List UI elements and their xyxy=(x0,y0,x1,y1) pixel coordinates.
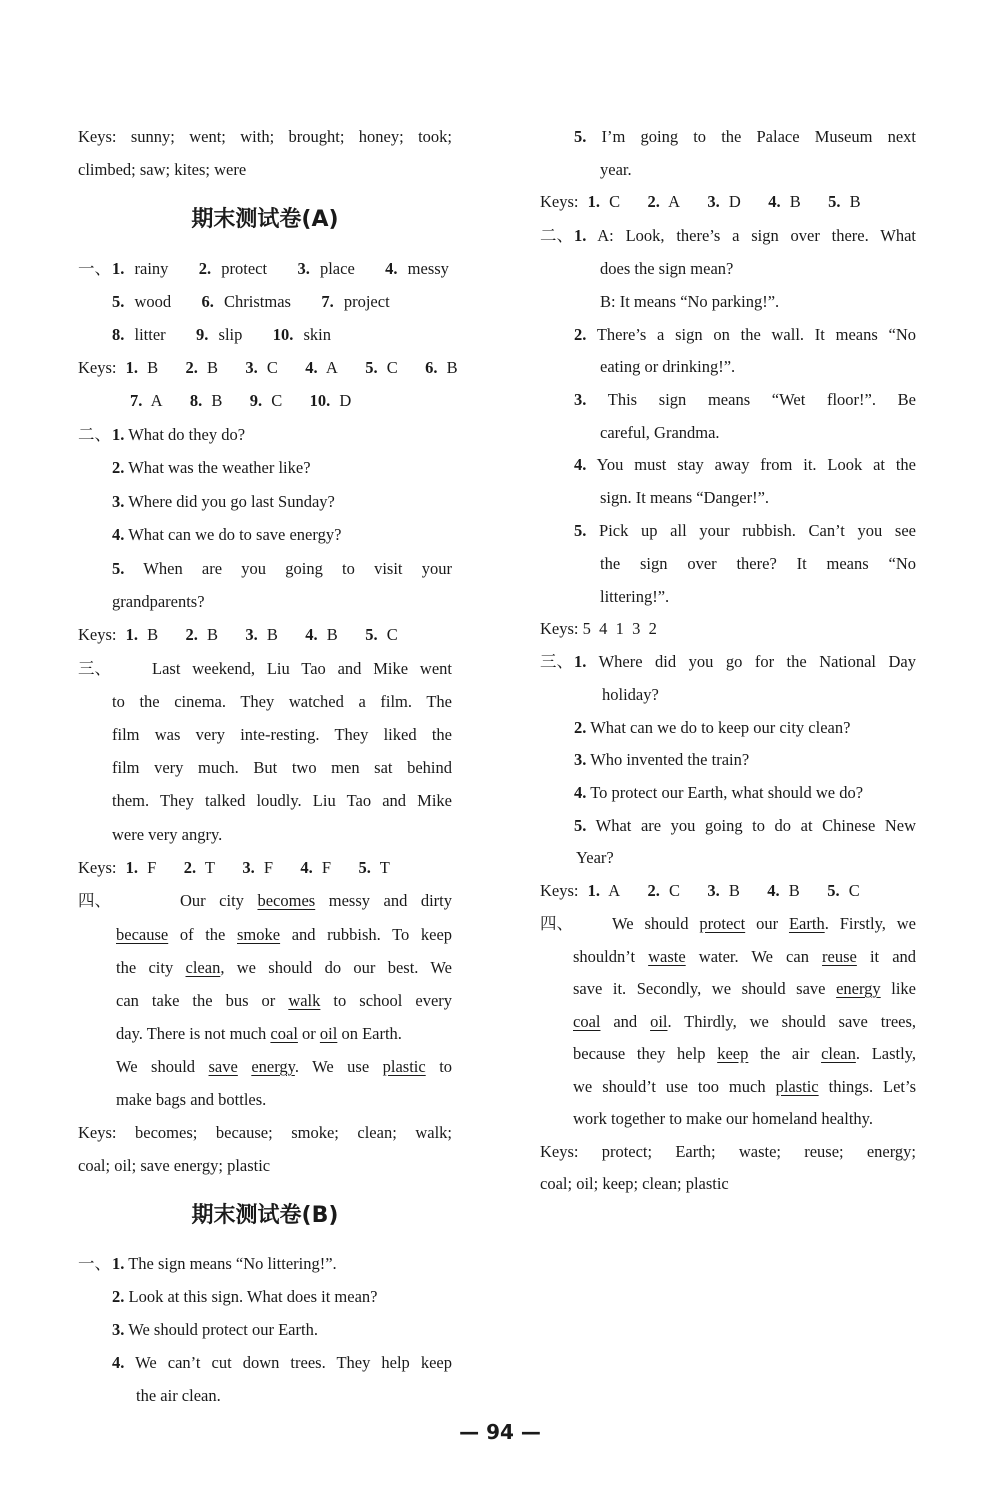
a4-line: the city clean, we should do our best. We xyxy=(116,958,452,977)
b2-item-1-cont: does the sign mean? xyxy=(600,259,734,278)
b2-keys: Keys: 5 4 1 3 2 xyxy=(540,619,657,638)
intro-keys-line-2: climbed; saw; kites; were xyxy=(78,160,247,179)
b1-label: 一、 xyxy=(78,1254,111,1273)
a2-label: 二、 xyxy=(78,425,111,444)
b2-item-2: 2. There’s a sign on the wall. It means “No xyxy=(574,325,917,344)
b1-item-2: 2. Look at this sign. What does it mean? xyxy=(112,1287,378,1306)
a2-item-1: 1. What do they do? xyxy=(112,425,246,444)
b2-item-5: 5. Pick up all your rubbish. Can’t you see xyxy=(574,521,916,540)
b4-line: coal and oil. Thirdly, we should save trees, xyxy=(573,1012,917,1031)
b1-item-4-cont: the air clean. xyxy=(136,1386,221,1405)
b2-item-1-cont: B: It means “No parking!”. xyxy=(600,292,780,311)
b1-item-1: 1. The sign means “No littering!”. xyxy=(112,1254,337,1273)
a1-row-3: 8. litter 9. slip 10. skin xyxy=(112,325,332,344)
b2-item-3-cont: careful, Grandma. xyxy=(600,423,720,442)
b4-line: shouldn’t waste water. We can reuse it and xyxy=(573,947,917,966)
b4-line: because they help keep the air clean. Lastly, xyxy=(573,1044,917,1063)
b4-line: we should’t use too much plastic things. Let’s xyxy=(573,1077,917,1096)
intro-keys-line-1: Keys: sunny; went; with; brought; honey; took; xyxy=(78,127,452,146)
b2-item-1: 1. A: Look, there’s a sign over there. What xyxy=(574,226,916,245)
b3-item-5: 5. What are you going to do at Chinese New xyxy=(574,816,917,835)
b3-item-1-cont: holiday? xyxy=(602,685,659,704)
b1-item-3: 3. We should protect our Earth. xyxy=(112,1320,318,1339)
a4-line: Our city becomes messy and dirty xyxy=(180,891,453,910)
a3-line: to the cinema. They watched a film. The xyxy=(112,692,452,711)
a2-item-2: 2. What was the weather like? xyxy=(112,458,311,477)
a1-row-2: 5. wood 6. Christmas 7. project xyxy=(112,292,390,311)
b2-item-4: 4. You must stay away from it. Look at the xyxy=(574,455,916,474)
b4-line: work together to make our homeland healthy. xyxy=(573,1109,873,1128)
b1-item-5: 5. I’m going to the Palace Museum next xyxy=(574,127,917,146)
a4-line: make bags and bottles. xyxy=(116,1090,267,1109)
b2-item-4-cont: sign. It means “Danger!”. xyxy=(600,488,770,507)
b4-line: save it. Secondly, we should save energy like xyxy=(573,979,917,998)
a1-keys-1: Keys: 1. B 2. B 3. C 4. A 5. C 6. B xyxy=(78,358,458,377)
b3-item-5-cont: Year? xyxy=(576,848,614,867)
a4-line: can take the bus or walk to school every xyxy=(116,991,453,1010)
a4-line: day. There is not much coal or oil on Earth. xyxy=(116,1024,402,1043)
a4-label: 四、 xyxy=(78,891,111,910)
a3-label: 三、 xyxy=(78,659,111,678)
b1-keys: Keys: 1. C 2. A 3. D 4. B 5. B xyxy=(540,192,861,211)
b1-item-5-cont: year. xyxy=(600,160,632,179)
a2-item-4: 4. What can we do to save energy? xyxy=(112,525,342,544)
a2-item-3: 3. Where did you go last Sunday? xyxy=(112,492,335,511)
a3-line: film was very inte-resting. They liked the xyxy=(112,725,452,744)
b2-item-5-cont: littering!”. xyxy=(600,587,670,606)
b3-item-4: 4. To protect our Earth, what should we do? xyxy=(574,783,864,802)
b4-label: 四、 xyxy=(540,914,573,933)
b3-item-1: 1. Where did you go for the National Day xyxy=(574,652,916,671)
a4-line: We should save energy. We use plastic to xyxy=(116,1057,453,1076)
a4-keys-1: Keys: becomes; because; smoke; clean; walk; xyxy=(78,1123,452,1142)
b3-label: 三、 xyxy=(540,652,573,671)
b3-item-3: 3. Who invented the train? xyxy=(574,750,750,769)
page-number: — 94 — xyxy=(459,1420,541,1444)
a2-item-5-cont: grandparents? xyxy=(112,592,205,611)
b2-item-2-cont: eating or drinking!”. xyxy=(600,357,736,376)
b3-item-2: 2. What can we do to keep our city clean? xyxy=(574,718,851,737)
a3-line: them. They talked loudly. Liu Tao and Mike xyxy=(112,791,452,810)
a3-keys: Keys: 1. F 2. T 3. F 4. F 5. T xyxy=(78,858,390,877)
a1-row-1: 1. rainy 2. protect 3. place 4. messy xyxy=(112,259,449,278)
a3-line: film very much. But two men sat behind xyxy=(112,758,452,777)
a3-line: Last weekend, Liu Tao and Mike went xyxy=(152,659,452,678)
a4-keys-2: coal; oil; save energy; plastic xyxy=(78,1156,271,1175)
b4-keys-1: Keys: protect; Earth; waste; reuse; energy; xyxy=(540,1142,916,1161)
a2-keys: Keys: 1. B 2. B 3. B 4. B 5. C xyxy=(78,625,398,644)
b2-item-5-cont: the sign over there? It means “No xyxy=(600,554,916,573)
b2-item-3: 3. This sign means “Wet floor!”. Be xyxy=(574,390,916,409)
a2-item-5: 5. When are you going to visit your xyxy=(112,559,452,578)
b4-keys-2: coal; oil; keep; clean; plastic xyxy=(540,1174,729,1193)
a1-keys-2: 7. A 8. B 9. C 10. D xyxy=(130,391,352,410)
section-title-a: 期末测试卷(A) xyxy=(191,207,339,232)
b3-keys: Keys: 1. A 2. C 3. B 4. B 5. C xyxy=(540,881,860,900)
a1-label: 一、 xyxy=(78,259,111,278)
a4-line: because of the smoke and rubbish. To keep xyxy=(116,925,453,944)
b4-line: We should protect our Earth. Firstly, we xyxy=(612,914,916,933)
a3-line: were very angry. xyxy=(112,825,223,844)
b2-label: 二、 xyxy=(540,226,573,245)
section-title-b: 期末测试卷(B) xyxy=(191,1203,339,1228)
b1-item-4: 4. We can’t cut down trees. They help keep xyxy=(112,1353,453,1372)
